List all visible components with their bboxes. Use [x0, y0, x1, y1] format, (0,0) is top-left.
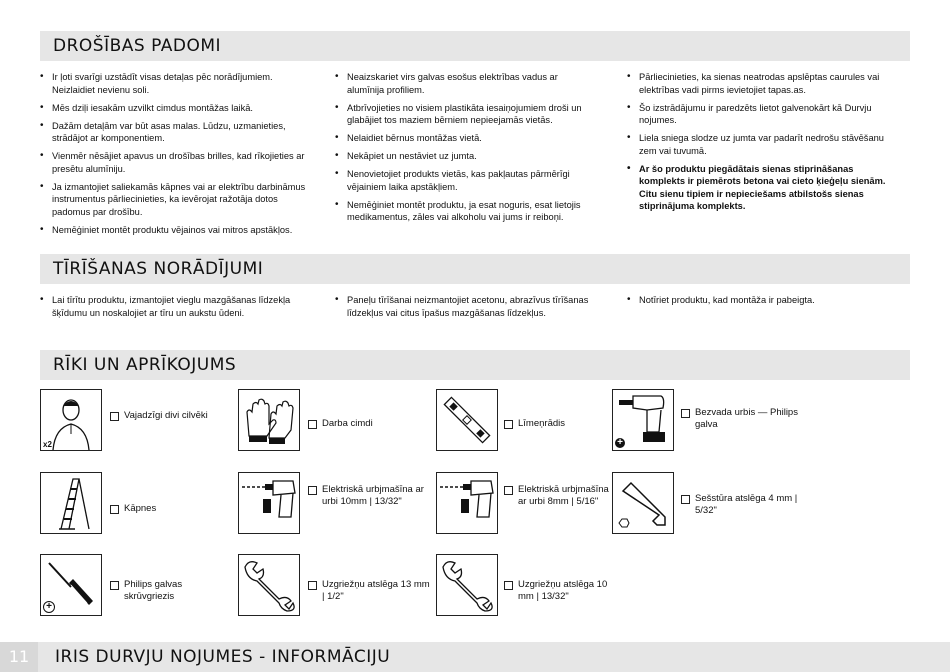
list-item: • Nelaidiet bērnus montāžas vietā.: [335, 132, 595, 145]
list-item: • Neaizskariet virs galvas esošus elektrības vadus ar alumīnija profiliem.: [335, 71, 595, 96]
person-icon: [40, 389, 102, 451]
list-item: • Mēs dziļi iesakām uzvilkt cimdus montāžas laikā.: [40, 102, 310, 115]
list-item: • Nemēģiniet montēt produktu vējainos vai mitros apstākļos.: [40, 224, 310, 237]
list-item: • Nekāpiet un nestāviet uz jumta.: [335, 150, 595, 163]
tool-label: Darba cimdi: [308, 418, 432, 430]
checkbox[interactable]: [504, 486, 513, 495]
plus-icon: +: [43, 601, 55, 613]
checkbox[interactable]: [681, 495, 690, 504]
safety-col-1: [40, 71, 310, 242]
tool-label: Elektriskā urbjmašīna ar urbi 8mm | 5/16": [504, 484, 618, 508]
list-item: • Nenovietojiet produkts vietās, kas pakļautas pārmērīgi vējainiem laika apstākļiem.: [335, 168, 595, 193]
checkbox[interactable]: [110, 581, 119, 590]
safety-header: [40, 31, 910, 61]
hex-key-icon: [612, 472, 674, 534]
checkbox[interactable]: [308, 420, 317, 429]
list-item: • Atbrīvojieties no visiem plastikāta iesaiņojumiem droši un glabājiet tos maziem bērniem nepieejamās vietās.: [335, 102, 595, 127]
cleaning-header: [40, 254, 910, 284]
safety-title: DROŠĪBAS PADOMI: [53, 36, 222, 56]
footer-title: IRIS DURVJU NOJUMES - INFORMĀCIJU: [55, 647, 391, 667]
spirit-level-icon: [436, 389, 498, 451]
checkbox[interactable]: [110, 412, 119, 421]
tool-label: Bezvada urbis — Philips galva: [681, 407, 805, 431]
checkbox[interactable]: [308, 581, 317, 590]
list-item: • Lai tīrītu produktu, izmantojiet vieglu mazgāšanas līdzekļa šķīdumu un noskalojiet ar tīru un aukstu ūdeni.: [40, 294, 310, 319]
list-item-bold: • Ar šo produktu piegādātais sienas stiprināšanas komplekts ir piemērots betona vai cieto ķieģeļu sienām. Citu sienu tipiem ir nepieciešams atbilstošs sienas stiprinājuma komplekts.: [627, 163, 889, 213]
screwdriver-icon: [40, 554, 102, 616]
tools-header: [40, 350, 910, 380]
page-footer: [0, 642, 950, 672]
cleaning-col-2: [335, 294, 595, 325]
checkbox[interactable]: [110, 505, 119, 514]
list-item: • Vienmēr nēsājiet apavus un drošības brilles, kad rīkojieties ar presētu alumīniju.: [40, 150, 310, 175]
gloves-icon: [238, 389, 300, 451]
plus-icon: +: [615, 438, 625, 448]
checkbox[interactable]: [504, 581, 513, 590]
checkbox[interactable]: [308, 486, 317, 495]
list-item: • Nemēģiniet montēt produktu, ja esat noguris, esat lietojis medikamentus, zāles vai alkoholu vai jums ir reiboņi.: [335, 199, 595, 224]
list-item: • Ir ļoti svarīgi uzstādīt visas detaļas pēc norādījumiem. Neizlaidiet nevienu soli.: [40, 71, 310, 96]
safety-col-3: [627, 71, 889, 218]
count-badge: x2: [43, 440, 52, 449]
cordless-drill-icon: [612, 389, 674, 451]
wrench-icon: [436, 554, 498, 616]
checkbox[interactable]: [504, 420, 513, 429]
electric-drill-icon: [436, 472, 498, 534]
tools-title: RĪKI UN APRĪKOJUMS: [53, 355, 237, 375]
tool-label: Uzgriežņu atslēga 13 mm | 1/2": [308, 579, 432, 603]
tool-label: Līmeņrādis: [504, 418, 618, 430]
list-item: • Pārliecinieties, ka sienas neatrodas apslēptas caurules vai elektrības vadi pirms ievietojiet tapas.as.: [627, 71, 889, 96]
tool-label: Vajadzīgi divi cilvēki: [110, 410, 234, 422]
page-number: 11: [0, 642, 38, 672]
list-item: • Dažām detaļām var būt asas malas. Lūdzu, uzmanieties, strādājot ar komponentiem.: [40, 120, 310, 145]
list-item: • Paneļu tīrīšanai neizmantojiet acetonu, abrazīvus tīrīšanas līdzekļus vai citus īpašus mazgāšanas līdzekļus.: [335, 294, 595, 319]
cleaning-col-1: [40, 294, 310, 325]
electric-drill-icon: [238, 472, 300, 534]
checkbox[interactable]: [681, 409, 690, 418]
wrench-icon: [238, 554, 300, 616]
tool-label: Elektriskā urbjmašīna ar urbi 10mm | 13/32": [308, 484, 432, 508]
tool-label: Uzgriežņu atslēga 10 mm | 13/32": [504, 579, 618, 603]
cleaning-title: TĪRĪŠANAS NORĀDĪJUMI: [53, 259, 264, 279]
tool-label: Philips galvas skrūvgriezis: [110, 579, 234, 603]
safety-col-2: [335, 71, 595, 229]
list-item: • Notīriet produktu, kad montāža ir pabeigta.: [627, 294, 889, 307]
tool-label: Kāpnes: [110, 503, 234, 515]
cleaning-col-3: [627, 294, 889, 312]
list-item: • Liela sniega slodze uz jumta var padarīt nedrošu stāvēšanu zem vai tuvumā.: [627, 132, 889, 157]
list-item: • Šo izstrādājumu ir paredzēts lietot galvenokārt kā Durvju nojumes.: [627, 102, 889, 127]
ladder-icon: [40, 472, 102, 534]
tool-label: Sešstūra atslēga 4 mm | 5/32": [681, 493, 805, 517]
list-item: • Ja izmantojiet saliekamās kāpnes vai ar elektrību darbināmus instrumentus pārliecinieties, ka ievērojat ražotāja dotos padomus par drošību.: [40, 181, 310, 219]
